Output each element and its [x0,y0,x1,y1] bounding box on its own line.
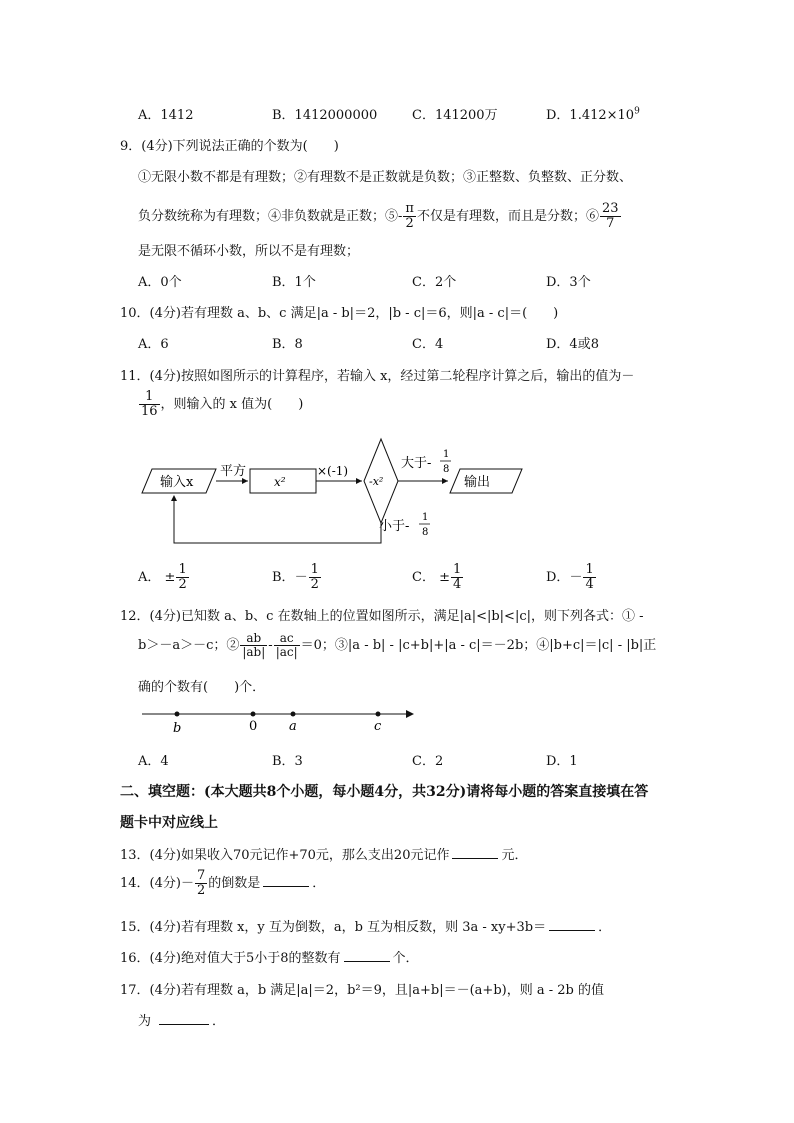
q9-option-b: B．1个 [272,275,316,290]
q11-stem: 11．(4分)按照如图所示的计算程序，若输入 x，经过第二轮程序计算之后，输出的值为－ [120,369,635,384]
axis-label-c: c [374,719,382,734]
q9-option-d: D．3个 [546,275,591,290]
flow-greater-label: 大于- [401,456,432,471]
q15-answer-blank [549,918,595,931]
flow-greater-num: 1 [443,449,450,460]
q11-option-a: A． ± $\frac{1}{2}$ [138,561,187,592]
q10-option-d: D．4或8 [546,337,599,352]
section2-heading-line2: 题卡中对应线上 [120,815,218,831]
q12-line2: b＞－a＞－c；② $\frac{ab}{|ab|}$ - $\frac{ac}{|ac|}$ ＝0；③|a - b| - |c+b|+|a - c|＝－2b；④|b+c|＝|c| - |b|正 [138,630,657,659]
q11-flowchart [138,435,528,550]
q8-option-c: C．141200万 [412,108,498,123]
axis-label-zero: 0 [249,719,258,734]
section2-heading-line1: 二、填空题：(本大题共8个小题，每小题4分，共32分)请将每小题的答案直接填在答 [120,784,649,800]
q9-option-a: A．0个 [138,275,182,290]
q8-option-a: A．1412 [138,108,194,123]
flow-input-label: 输入x [160,475,194,490]
q16: 16．(4分)绝对值大于5小于8的整数有 个． [120,951,419,966]
flow-less-num: 1 [422,512,429,523]
q10-stem: 10．(4分)若有理数 a、b、c 满足|a - b|＝2，|b - c|＝6，则|a - c|＝( ) [120,306,559,321]
q12-line3: 确的个数有( )个． [138,680,266,695]
q10-option-c: C．4 [412,337,444,352]
q12-option-a: A．4 [138,754,169,769]
axis-label-a: a [289,719,297,734]
q8-option-d: D．$1.412\times 10^9$ [546,106,640,123]
flow-less-den: 8 [422,527,429,538]
q13: 13．(4分)如果收入70元记作+70元，那么支出20元记作 元． [120,848,528,863]
flow-greater-den: 8 [443,464,450,475]
q14-answer-blank [263,874,309,887]
q12-option-c: C．2 [412,754,444,769]
q16-answer-blank [344,949,390,962]
q11-stem-line2: $\frac{1}{16}$ ，则输入的 x 值为( ) [141,388,304,419]
q11-option-d: D．－ $\frac{1}{4}$ [546,561,594,592]
q8-option-b: B．1412000000 [272,108,378,123]
q17-answer-blank [159,1012,209,1025]
q12-option-d: D．1 [546,754,578,769]
axis-label-b: b [173,721,182,736]
q9-line3: 是无限不循环小数，所以不是有理数； [138,244,360,259]
flow-times-label: ×(-1) [317,464,349,478]
q9-line1: ①无限小数不都是有理数；②有理数不是正数就是负数；③正整数、负整数、正分数、 [138,170,633,185]
q12-stem: 12．(4分)已知数 a、b、c 在数轴上的位置如图所示，满足|a|<|b|<|c|，则下列各式：① - [120,609,644,624]
flow-less-label: 小于- [379,519,410,534]
pi-over-2-fraction: $\frac{\pi}{2}$ [405,200,414,231]
q17-line2: 为 ． [138,1014,226,1029]
q12-number-line [138,700,418,736]
q11-option-b: B．－ $\frac{1}{2}$ [272,561,319,592]
23-over-7-fraction: $\frac{23}{7}$ [601,200,619,231]
q9-option-c: C．2个 [412,275,457,290]
q15: 15．(4分)若有理数 x，y 互为倒数，a，b 互为相反数，则 3a - xy+3b＝ ． [120,920,612,935]
flow-box-label: x² [274,475,286,489]
flow-square-label: 平方 [220,464,247,479]
flow-diamond-label: -x² [369,475,384,488]
q9-line2: 负分数统称为有理数；④非负数就是正数；⑤- $\frac{\pi}{2}$ 不仅是有理数，而且是分数；⑥ $\frac{23}{7}$ [138,200,619,231]
flow-output-label: 输出 [464,475,491,490]
q14: 14．(4分)－ $\frac{7}{2}$ 的倒数是 ． [120,867,326,898]
q12-option-b: B．3 [272,754,303,769]
q11-option-c: C． ± $\frac{1}{4}$ [412,561,462,592]
q9-stem: 9．(4分)下列说法正确的个数为( ) [120,139,339,154]
q10-option-a: A．6 [138,337,169,352]
q17-line1: 17．(4分)若有理数 a，b 满足|a|＝2，b²＝9，且|a+b|＝－(a+b)，则 a - 2b 的值 [120,983,604,998]
q13-answer-blank [452,846,498,859]
one-sixteenth-fraction: $\frac{1}{16}$ [141,388,158,419]
q10-option-b: B．8 [272,337,303,352]
